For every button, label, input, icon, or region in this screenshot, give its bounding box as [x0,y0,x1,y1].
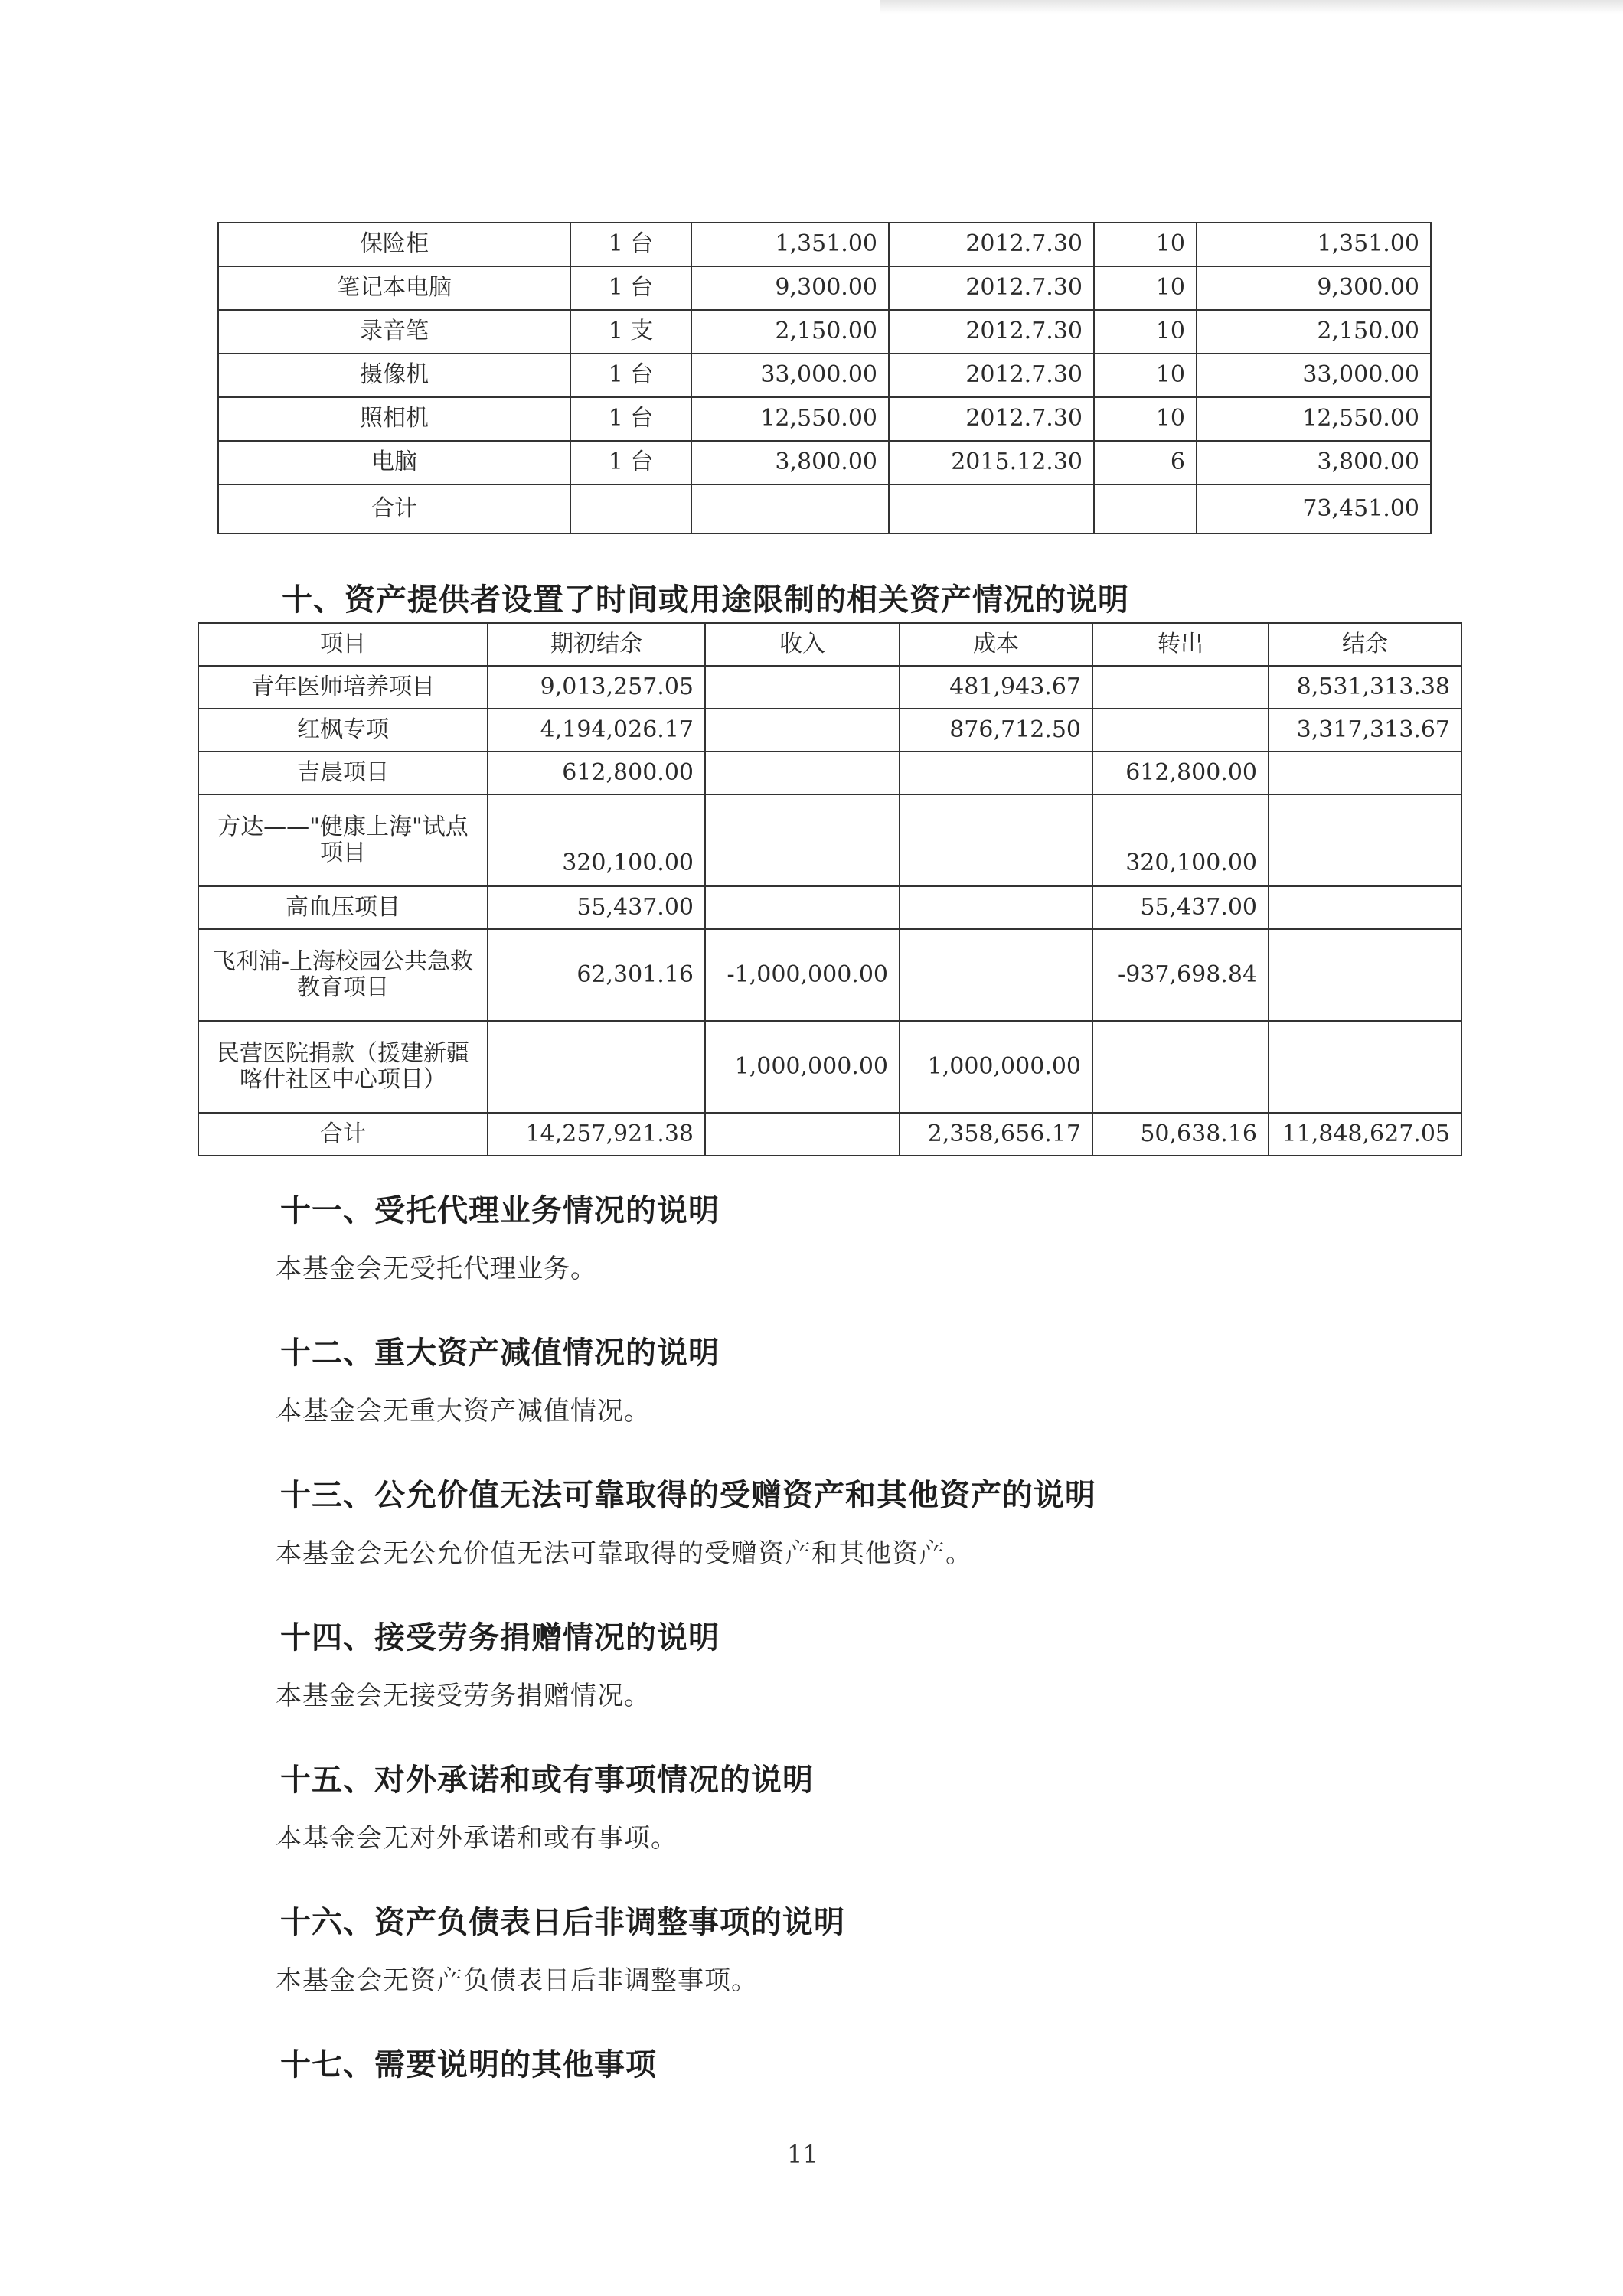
asset-amount: 1,351.00 [691,223,889,266]
project-name: 红枫专项 [198,709,488,752]
section-16-body: 本基金会无资产负债表日后非调整事项。 [276,1965,758,1996]
opening-balance: 9,013,257.05 [488,666,705,709]
opening-balance [488,1021,705,1113]
cost [900,929,1092,1021]
column-header: 成本 [900,623,1092,666]
section-13-body: 本基金会无公允价值无法可靠取得的受赠资产和其他资产。 [276,1538,972,1569]
fixed-assets-table [217,222,1432,534]
asset-name: 录音笔 [218,310,570,354]
cost [900,886,1092,929]
opening-balance: 55,437.00 [488,886,705,929]
section-12-heading: 十二、重大资产减值情况的说明 [280,1335,720,1371]
section-13-heading: 十三、公允价值无法可靠取得的受赠资产和其他资产的说明 [280,1477,1096,1513]
project-name: 飞利浦-上海校园公共急救教育项目 [198,929,488,1021]
income: -1,000,000.00 [705,929,900,1021]
table-row [218,397,1431,441]
project-name: 吉晨项目 [198,752,488,794]
closing-balance [1269,794,1461,886]
transfer-out: 50,638.16 [1092,1113,1269,1156]
asset-value: 3,800.00 [1197,441,1431,484]
opening-balance: 62,301.16 [488,929,705,1021]
total-label: 合计 [198,1113,488,1156]
cost: 1,000,000.00 [900,1021,1092,1113]
section-11-body: 本基金会无受托代理业务。 [276,1254,597,1284]
asset-date: 2012.7.30 [889,354,1094,397]
asset-name: 照相机 [218,397,570,441]
asset-quantity: 1 台 [570,397,691,441]
closing-balance [1269,752,1461,794]
income [705,752,900,794]
asset-value: 12,550.00 [1197,397,1431,441]
closing-balance [1269,1021,1461,1113]
column-header: 转出 [1092,623,1269,666]
project-name: 高血压项目 [198,886,488,929]
transfer-out [1092,1021,1269,1113]
asset-quantity: 1 台 [570,223,691,266]
income [705,666,900,709]
column-header: 期初结余 [488,623,705,666]
opening-balance: 14,257,921.38 [488,1113,705,1156]
table-total-row [198,1113,1461,1156]
asset-value: 9,300.00 [1197,266,1431,310]
table-header-row [198,623,1461,666]
closing-balance [1269,929,1461,1021]
table-row [198,666,1461,709]
transfer-out: 55,437.00 [1092,886,1269,929]
total-value: 73,451.00 [1197,484,1431,533]
closing-balance: 11,848,627.05 [1269,1113,1461,1156]
asset-years: 10 [1094,223,1197,266]
closing-balance: 3,317,313.67 [1269,709,1461,752]
asset-name: 保险柜 [218,223,570,266]
section-14-body: 本基金会无接受劳务捐赠情况。 [276,1681,651,1711]
table-row [198,1021,1461,1113]
table-row [198,709,1461,752]
asset-amount: 3,800.00 [691,441,889,484]
asset-date: 2012.7.30 [889,223,1094,266]
closing-balance: 8,531,313.38 [1269,666,1461,709]
page-number: 11 [787,2140,818,2169]
section-11-heading: 十一、受托代理业务情况的说明 [280,1192,720,1228]
asset-years: 6 [1094,441,1197,484]
asset-value: 1,351.00 [1197,223,1431,266]
section-15-body: 本基金会无对外承诺和或有事项。 [276,1823,678,1854]
asset-amount: 12,550.00 [691,397,889,441]
asset-amount: 33,000.00 [691,354,889,397]
section-16-heading: 十六、资产负债表日后非调整事项的说明 [280,1904,845,1940]
asset-years: 10 [1094,397,1197,441]
cost [900,752,1092,794]
column-header: 项目 [198,623,488,666]
table-row [218,266,1431,310]
asset-quantity: 1 台 [570,441,691,484]
column-header: 结余 [1269,623,1461,666]
income [705,1113,900,1156]
transfer-out [1092,709,1269,752]
asset-years: 10 [1094,266,1197,310]
closing-balance [1269,886,1461,929]
asset-quantity: 1 台 [570,354,691,397]
table-row [198,752,1461,794]
section-12-body: 本基金会无重大资产减值情况。 [276,1396,651,1427]
income [705,886,900,929]
asset-quantity: 1 台 [570,266,691,310]
transfer-out: 320,100.00 [1092,794,1269,886]
asset-date: 2012.7.30 [889,266,1094,310]
table-row [218,310,1431,354]
income [705,794,900,886]
project-name: 青年医师培养项目 [198,666,488,709]
cost: 481,943.67 [900,666,1092,709]
table-row [218,354,1431,397]
table-row [218,441,1431,484]
scan-edge-shadow [880,0,1623,14]
total-label: 合计 [218,484,570,533]
asset-name: 摄像机 [218,354,570,397]
opening-balance: 612,800.00 [488,752,705,794]
project-name: 民营医院捐款（援建新疆喀什社区中心项目） [198,1021,488,1113]
column-header: 收入 [705,623,900,666]
table-row [218,223,1431,266]
asset-date: 2012.7.30 [889,397,1094,441]
transfer-out: 612,800.00 [1092,752,1269,794]
cost: 2,358,656.17 [900,1113,1092,1156]
cost: 876,712.50 [900,709,1092,752]
income [705,709,900,752]
asset-quantity: 1 支 [570,310,691,354]
table-total-row [218,484,1431,533]
cost [900,794,1092,886]
asset-date: 2015.12.30 [889,441,1094,484]
asset-date: 2012.7.30 [889,310,1094,354]
section-10-heading: 十、资产提供者设置了时间或用途限制的相关资产情况的说明 [282,582,1129,618]
asset-amount: 9,300.00 [691,266,889,310]
asset-value: 33,000.00 [1197,354,1431,397]
transfer-out [1092,666,1269,709]
asset-name: 电脑 [218,441,570,484]
table-row [198,794,1461,886]
asset-years: 10 [1094,354,1197,397]
project-name: 方达——"健康上海"试点项目 [198,794,488,886]
section-14-heading: 十四、接受劳务捐赠情况的说明 [280,1619,720,1655]
restricted-assets-table [198,622,1462,1156]
asset-value: 2,150.00 [1197,310,1431,354]
opening-balance: 4,194,026.17 [488,709,705,752]
section-17-heading: 十七、需要说明的其他事项 [280,2047,657,2082]
transfer-out: -937,698.84 [1092,929,1269,1021]
opening-balance: 320,100.00 [488,794,705,886]
section-15-heading: 十五、对外承诺和或有事项情况的说明 [280,1762,814,1798]
asset-name: 笔记本电脑 [218,266,570,310]
asset-years: 10 [1094,310,1197,354]
table-row [198,929,1461,1021]
income: 1,000,000.00 [705,1021,900,1113]
asset-amount: 2,150.00 [691,310,889,354]
table-row [198,886,1461,929]
